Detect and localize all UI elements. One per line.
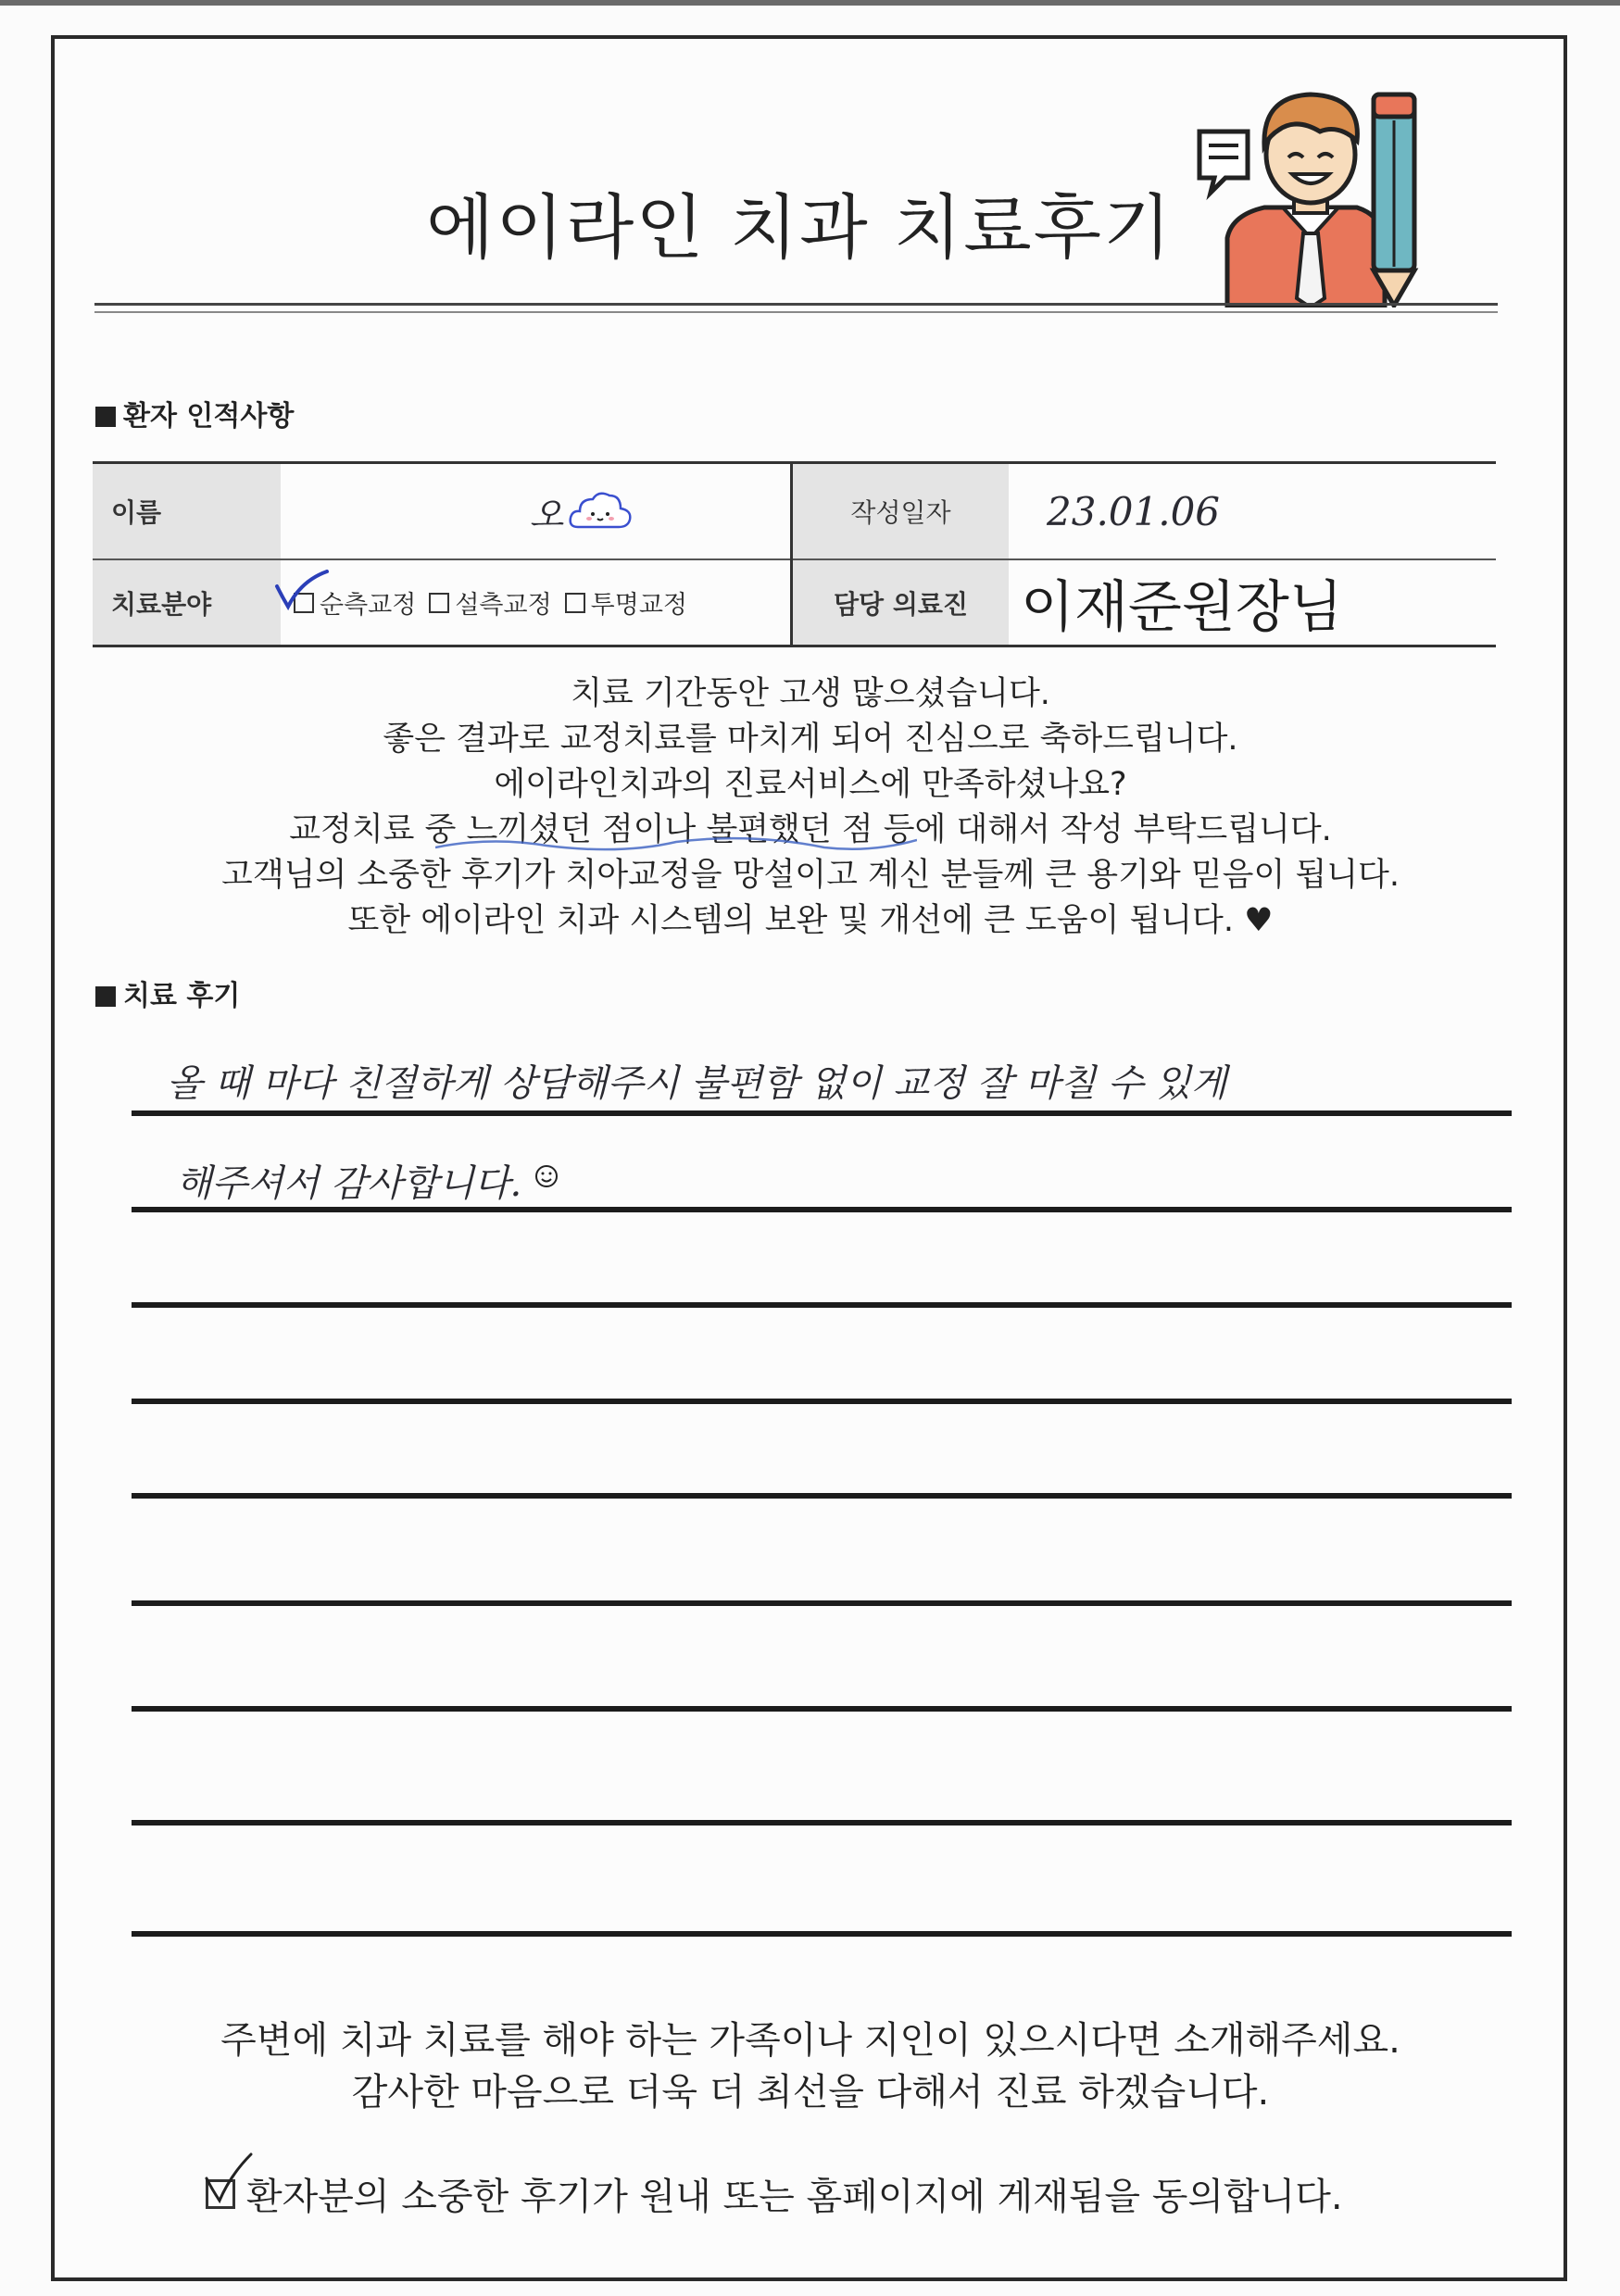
scan-edge [0,0,1620,6]
intro-line: 치료 기간동안 고생 많으셨습니다. [571,675,1050,712]
treatment-options [281,560,790,645]
review-rule [132,1931,1512,1937]
speech-bubble-icon [1199,132,1248,193]
intro-message [93,671,1528,944]
option-label-labial: 순측교정 [320,591,417,620]
page-title: 에이라인 치과 치료후기 [426,186,1174,269]
doctor-illustration-icon [1190,76,1431,307]
intro-line: 고객님의 소중한 후기가 치아교정을 망설이고 계신 분들께 큰 용기와 믿음이 됩니다. [221,857,1400,894]
square-bullet-icon [95,986,116,1007]
pencil-icon [1374,94,1414,306]
option-checkbox-lingual[interactable] [429,593,449,613]
intro-line: 또한 에이라인 치과 시스템의 보완 및 개선에 큰 도움이 됩니다. ♥ [347,902,1274,939]
review-rule [132,1207,1512,1212]
review-section-label: 치료 후기 [123,980,241,1012]
review-rule [132,1600,1512,1606]
title-divider-thin [94,311,1498,313]
date-label: 작성일자 [793,464,1009,558]
date-value[interactable]: 23.01.06 [1047,488,1221,534]
name-label: 이름 [93,464,281,558]
option-label-lingual: 설측교정 [455,591,552,620]
square-bullet-icon [95,407,116,427]
cloud-sticker-icon [567,488,634,534]
review-rule [132,1302,1512,1308]
review-rule [132,1110,1512,1116]
intro-line: 교정치료 중 느끼셨던 점이나 불편했던 점 등에 대해서 작성 부탁드립니다. [289,811,1332,848]
doctor-label: 담당 의료진 [793,560,1009,645]
review-line-text: 해주셔서 감사합니다. [176,1162,522,1205]
intro-line: 에이라인치과의 진료서비스에 만족하셨나요? [494,766,1127,803]
outro-line: 감사한 마음으로 더욱 더 최선을 다해서 진료 하겠습니다. [351,2071,1270,2114]
table-rule [93,645,1496,647]
consent-row [206,2167,1343,2220]
title-divider [94,303,1498,306]
review-section-heading [95,972,240,1013]
review-rule [132,1820,1512,1826]
consent-text: 환자분의 소중한 후기가 원내 또는 홈페이지에 게재됨을 동의합니다. [246,2176,1343,2218]
patient-section-label: 환자 인적사항 [123,400,295,433]
field-label: 치료분야 [93,560,281,645]
option-label-clear: 투명교정 [590,591,687,620]
outro-message [93,2014,1528,2118]
checkmark-icon [273,570,329,616]
review-rule [132,1493,1512,1499]
intro-line: 좋은 결과로 교정치료를 마치게 되어 진심으로 축하드립니다. [383,721,1238,758]
pen-scribble [435,829,917,857]
option-checkbox-clear[interactable] [565,593,585,613]
review-rule [132,1706,1512,1712]
smiley-doodle-icon [533,1162,560,1190]
doctor-value[interactable]: 이재준원장님 [1021,574,1343,640]
patient-section-heading [95,393,294,433]
outro-line: 주변에 치과 치료를 해야 하는 가족이나 지인이 있으시다면 소개해주세요. [220,2019,1400,2062]
patient-info-table [93,461,1496,648]
review-rule [132,1399,1512,1404]
checkmark-icon [203,2151,258,2206]
consent-checkbox[interactable] [206,2179,235,2209]
name-value: 오 [529,494,564,535]
review-line-text: 올 때 마다 친절하게 상담해주시 불편함 없이 교정 잘 마칠 수 있게 [167,1062,1227,1105]
